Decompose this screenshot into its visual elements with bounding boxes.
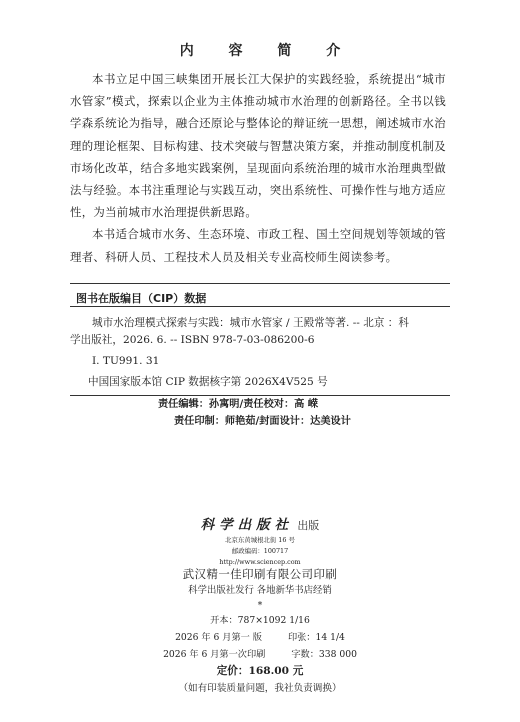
edition-spec: 2026 年 6 月第一 版	[175, 632, 262, 643]
book-specifications	[0, 612, 520, 697]
intro-paragraph-1: 本书立足中国三峡集团开展长江大保护的实践经验，系统提出“城市水管家”模式，探索以企业为主体推动城市水治理的创新路径。全书以钱学森系统论为指导，融合还原论与整体论的辩证统一思想，阐述城市水治理的理论框架、目标构建、技术突破与智慧决策方案，并推动制度机制及市场化改革，结合多地实践案例，呈现面向系统治理的城市水治理典型做法与经验。本书注重理论与实践互动，突出系统性、可操作性与地方适应性，为当前城市水治理提供新思路。	[70, 72, 446, 220]
responsibility-credits	[158, 396, 488, 430]
impression-spec: 2026 年 6 月第一次印刷	[163, 649, 266, 660]
cip-record-line-2: 学出版社，2026. 6. -- ISBN 978-7-03-086200-6	[70, 334, 315, 346]
cip-classification: I. TU991. 31	[92, 355, 160, 367]
format-spec: 开本：787×1092 1/16	[210, 615, 310, 626]
cip-national-number: 中国国家版本馆 CIP 数据核字第 2026X4V525 号	[88, 376, 328, 388]
publisher-block	[0, 516, 520, 568]
page-title: 内 容 简 介	[179, 43, 356, 59]
book-introduction	[70, 68, 446, 268]
cip-record	[70, 307, 450, 370]
price: 定价：168.00 元	[216, 665, 304, 677]
cip-heading: 图书在版编目（CIP）数据	[76, 292, 207, 305]
printer-name: 武汉精一佳印刷有限公司印刷	[182, 567, 338, 581]
publisher-address: 北京东黄城根北街 16 号	[225, 536, 295, 544]
credits-print-line: 责任印制：师艳茹/封面设计：达美设计	[174, 415, 351, 427]
cip-record-line-1: 城市水治理模式探索与实践：城市水管家 / 王殿常等著. -- 北京 ：科	[92, 317, 409, 329]
intro-paragraph-2: 本书适合城市水务、生态环境、市政工程、国土空间规划等领域的管理者、科研人员、工程技术人员及相关专业高校师生阅读参考。	[70, 227, 446, 264]
cip-data-block	[70, 283, 450, 396]
distribution-line: 科学出版社发行 各地新华书店经销	[188, 585, 332, 596]
publisher-website: http://www.sciencep.com	[219, 558, 301, 566]
separator-star: *	[257, 601, 263, 611]
publisher-logo: 科学出版社	[200, 517, 294, 533]
credits-editor-line: 责任编辑：孙寓明/责任校对：高 嵘	[158, 398, 319, 410]
publisher-postcode: 邮政编码：100717	[231, 547, 289, 555]
word-count-spec: 字数：338 000	[291, 649, 357, 660]
sheets-spec: 印张：14 1/4	[287, 632, 345, 643]
publisher-suffix: 出版	[297, 519, 320, 532]
quality-notice: （如有印装质量问题，我社负责调换）	[178, 683, 342, 694]
printing-block	[0, 566, 520, 613]
